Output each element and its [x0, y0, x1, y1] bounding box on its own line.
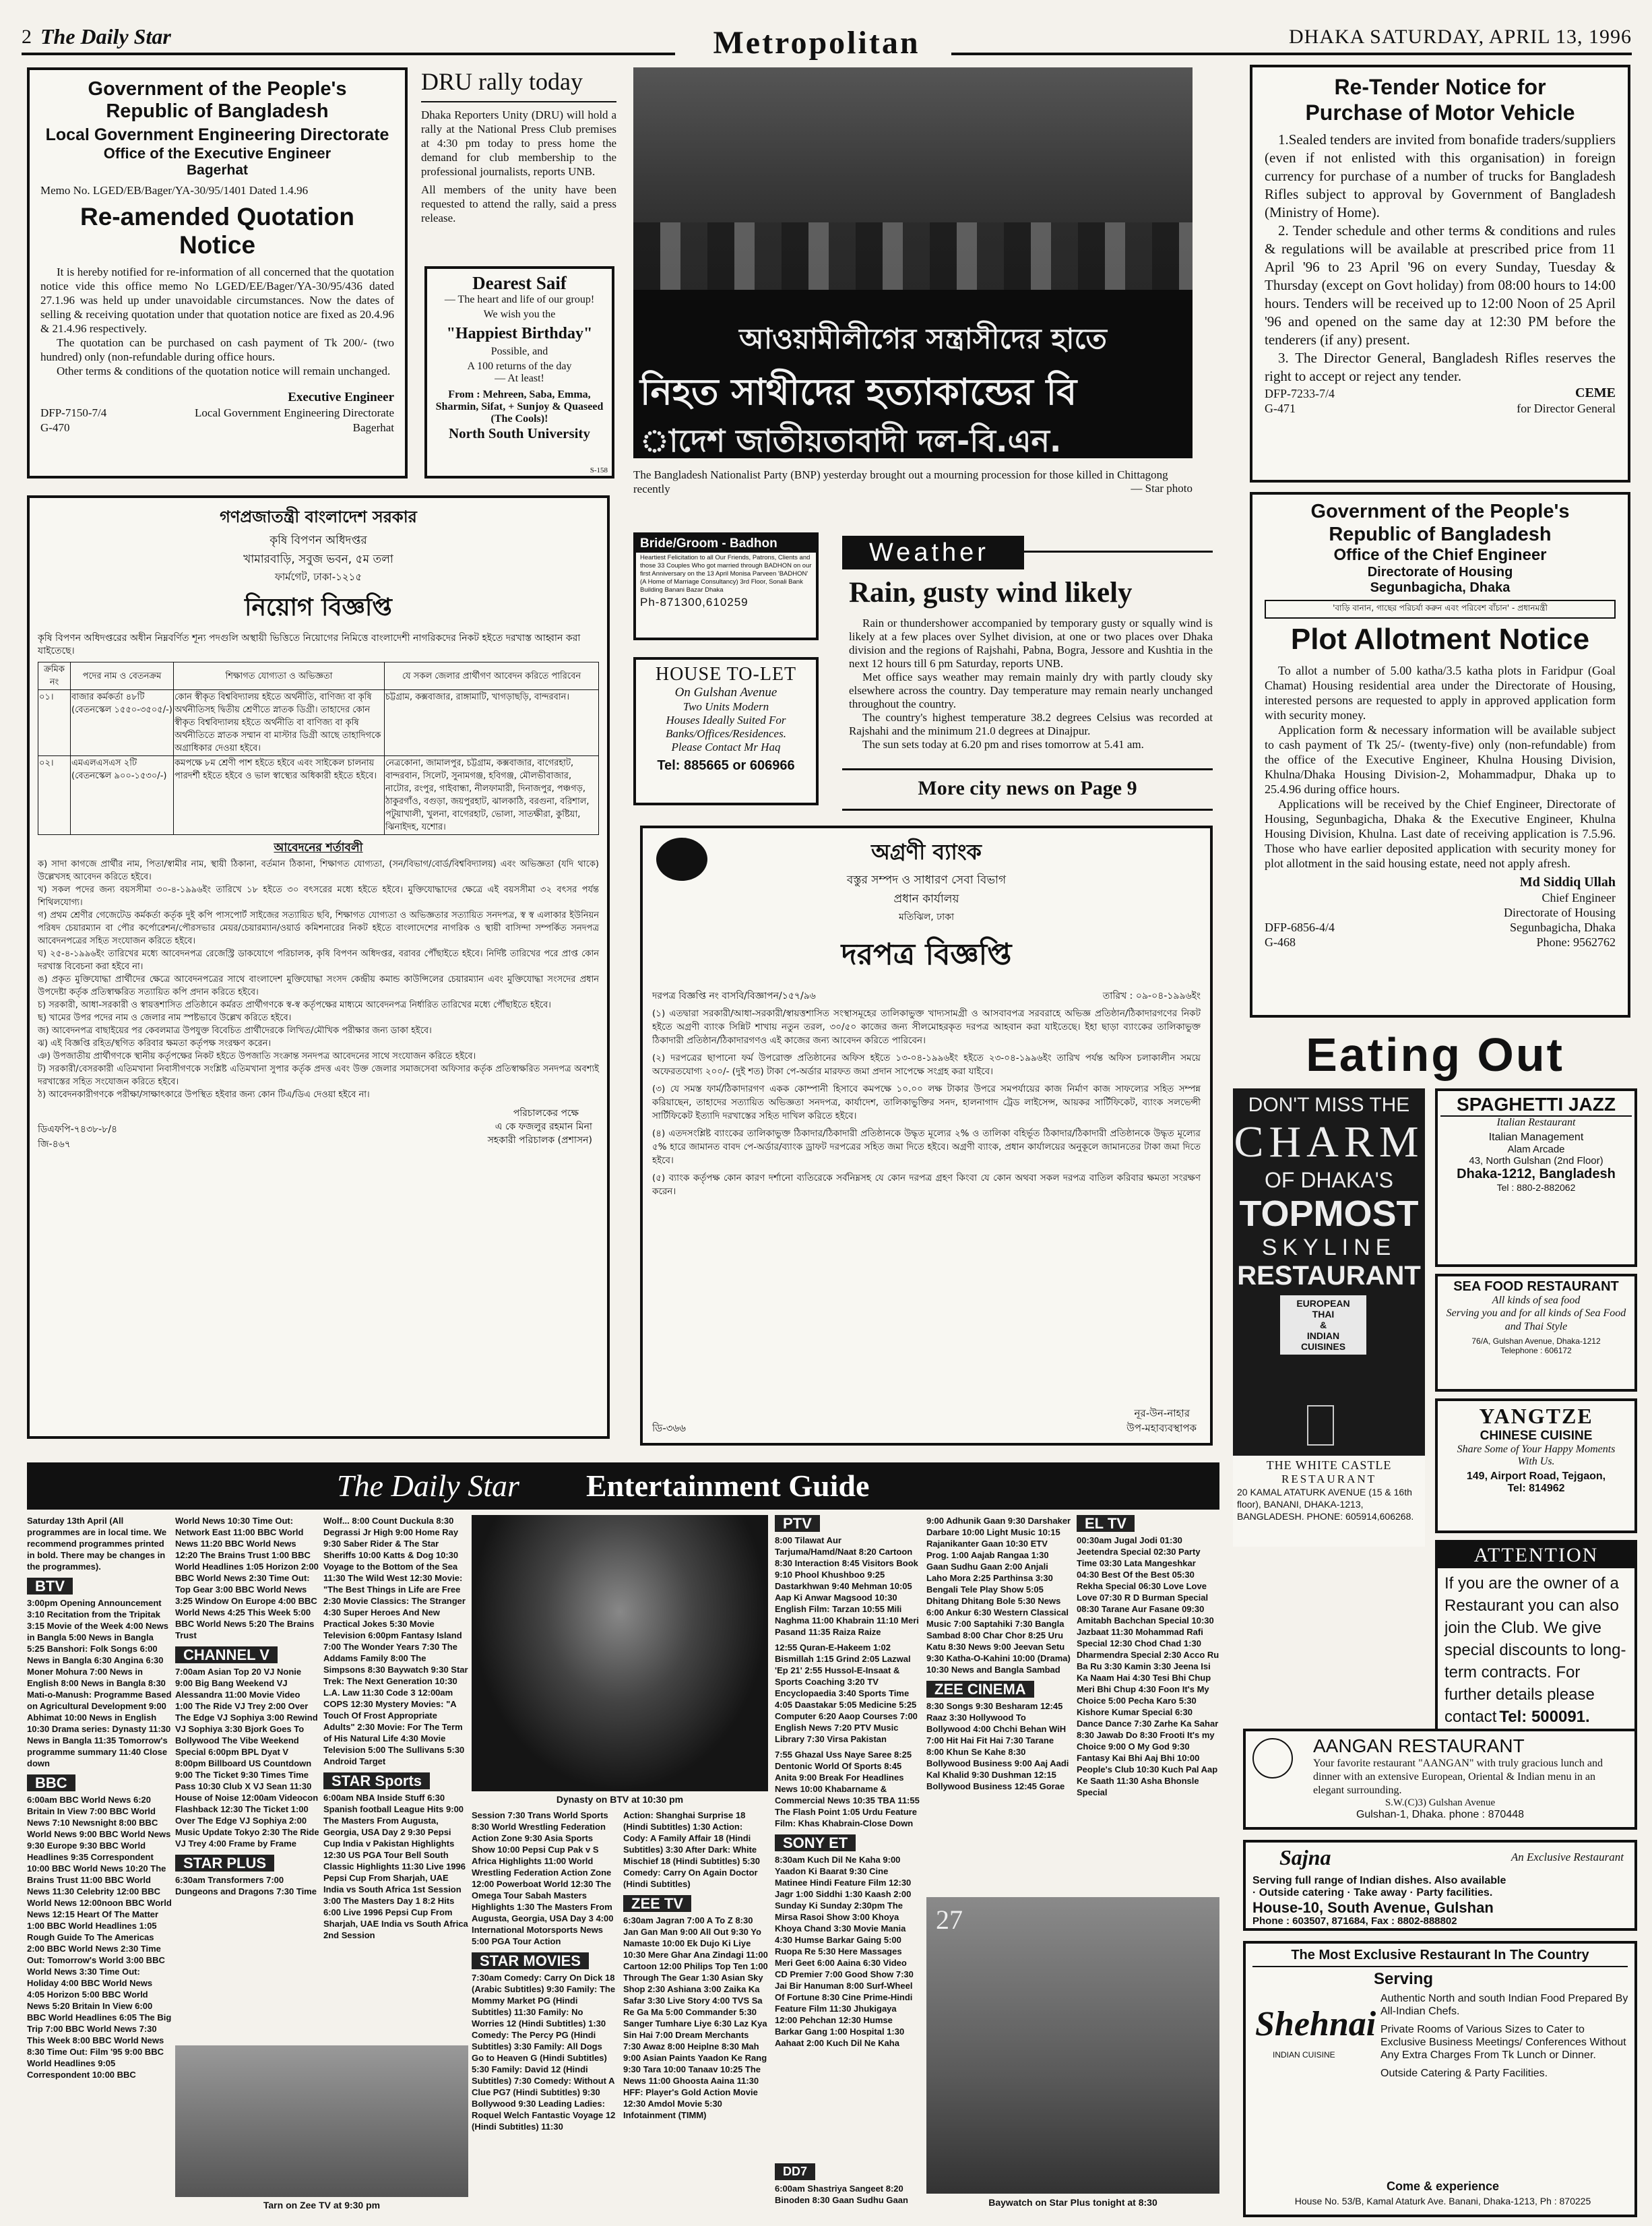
wc-l6: RESTAURANT [1237, 1261, 1421, 1291]
sajna-body2: · Outside catering · Take away · Party facilities. [1252, 1887, 1493, 1898]
agrani-sign-title: উপ-মহাব্যবস্থাপক [1126, 1422, 1197, 1434]
agrani-logo-icon [656, 838, 707, 881]
starsports-schedule: 6:00am NBA Inside Stuff 6:30 Spanish football League Hits 9:00 The Masters From Augusta, Georgia, USA Day 2 9:30 Pepsi Cup India v Pakistan Highlights 12:30 US PGA Tour Bell South Classic Highlights 11:30 Live 1996 Pepsi Cup From Sharjah, UAE India vs South Africa 1st Session 3:00 The Masters Day 1 8:2 Hits 6:00 Live 1996 Pepsi Cup From Sharjah, UAE India vs South Africa 2nd Session [323, 1793, 468, 1940]
agrani-sign-name: নূর-উন-নাহার [1134, 1407, 1190, 1419]
channel-ptv: PTV [775, 1515, 820, 1532]
sea-title: SEA FOOD RESTAURANT [1453, 1279, 1619, 1294]
spaghetti-jazz-ad [1435, 1088, 1637, 1267]
section-title: Metropolitan [713, 25, 920, 61]
retender-title: Re-Tender Notice for Purchase of Motor Vehicle [1305, 75, 1575, 125]
shehnai-come: Come & experience [1386, 2179, 1500, 2193]
agrani-bank: অগ্রণী ব্যাংক [871, 839, 982, 865]
dru-title: DRU rally today [421, 68, 583, 95]
ent-title-star: The Daily Star [337, 1468, 519, 1503]
bn-r2-c4: নেত্রকোনা, জামালপুর, চট্টগ্রাম, কক্সবাজার, বাগেরহাট, বান্দরবান, সিলেট, সুনামগঞ্জ, হবিগঞ্জ, মৌলভীবাজার, নাটোর, রংপুর, গাইবান্ধা, নীলফামারী, দিনাজপুর, পঞ্চগড়, ঠাকুরগাঁও, বগুড়া, জয়পুরহাট, ঝালকাঠি, বরগুনা, বরিশাল, পটুয়াখালী, খুলনা, বাগেরহাট, ভোলা, সাতক্ষীরা, কুষ্টিয়া, ঝিনাইদহ, যশোর। [385, 756, 599, 835]
zee-caption: Tarn on Zee TV at 9:30 pm [263, 2200, 381, 2210]
aangan-body: Your favorite restaurant "AANGAN" with truly gracious lunch and dinner with an extensive European, Oriental & Indian menu in an elegant surrounding. [1313, 1758, 1603, 1796]
banner-line2: নিহত সাথীদের হত্যাকান্ডের বি [640, 371, 1077, 413]
lged-place: Bagerhat [186, 162, 249, 178]
list-item: (৫) ব্যাংক কর্তৃপক্ষ কোন কারণ দর্শানো ব্যতিরেকে সর্বনিম্নসহ যে কোন দরপত্র গ্রহণ কিংবা যে কোন অথবা সকল দরপত্র বাতিল করিবার ক্ষমতা সংরক্ষণ করেন। [652, 1173, 1201, 1197]
starplus-schedule: 6:30am Transformers 7:00 Dungeons and Dragons 7:30 Time [175, 1875, 317, 1896]
wc-l9: & [1319, 1320, 1327, 1330]
lged-sign1: Executive Engineer [288, 390, 394, 404]
baywatch-photo [926, 1897, 1219, 2194]
eating-out-section [1233, 1028, 1637, 2221]
aangan-logo-icon [1252, 1738, 1293, 1779]
retender-p1: 1.Sealed tenders are invited from bonafide traders/suppliers (even if not enlisted with this organisation) in foreign currency for purchase of a number of trucks for Bangladesh Rifles subject to approval by Government of Bangladesh (Ministry of Home). [1265, 131, 1616, 220]
plot-allotment-notice [1250, 492, 1630, 1018]
plot-office: Office of the Chief Engineer [1333, 546, 1547, 564]
list-item: ঠ) আবেদনকারীগণকে পরীক্ষা/সাক্ষাৎকারে উপস্থিত হইবার জন্য কোন টিএ/ডিএ দেওয়া হইবে না। [38, 1090, 370, 1100]
channel-dd7: DD7 [775, 2163, 815, 2180]
lged-notice [27, 67, 408, 478]
weather-article [842, 536, 1213, 815]
plot-g: G-468 [1265, 935, 1296, 949]
sea-food-ad [1435, 1274, 1637, 1392]
bn-r2-c2: এমএলএসএস ২টি (বেতনস্কেল ৯০০-১৫৩০/-) [71, 756, 174, 835]
weather-p1: Rain or thundershower accompanied by temporary gusty or squally wind is likely at a few places over Sylhet division, at one or two places over Dhaka division and the regions of Rajshahi, Pabna, Bogra, Jessore and Kushtia in the next 12 hours till 6 pm Saturday, reports UNB. [849, 617, 1213, 670]
wc-rest: RESTAURANT [1281, 1473, 1377, 1485]
plot-sign-t3: Segunbagicha, Dhaka [1510, 921, 1616, 934]
retender-sign: CEME [1575, 385, 1616, 400]
list-item: জ) আবেদনপত্র বাছাইয়ের পর কেবলমাত্র উপযুক্ত বিবেচিত প্রার্থীদেরকে লিখিত/মৌখিক পরীক্ষার জন্য ডাকা হইবে। [38, 1026, 432, 1036]
spag-sub: Italian Restaurant [1496, 1117, 1576, 1128]
sajna-ad [1243, 1840, 1637, 1931]
bnp-caption-credit: — Star photo [1131, 482, 1193, 495]
wc-l7: EUROPEAN [1296, 1298, 1350, 1309]
channel-starmovies: STAR MOVIES [472, 1952, 589, 1969]
yz-sub: CHINESE CUISINE [1480, 1429, 1593, 1443]
list-item: (৪) এতদসংশ্লিষ্ট ব্যাংকের তালিকাভুক্ত ঠিকাদার/ঠিকাদারী প্রতিষ্ঠানকে উদ্ধৃত মূল্যের ২% ও তালিকা বহির্ভূত ঠিকাদার/ঠিকাদারী প্রতিষ্ঠানকে উদ্ধৃত মূল্যের ৫% হারে জামানত বাবদ পে-অর্ডার/ব্যাংক ড্রাফট দরপত্রের সহিত জমা দিতে হইবে। অগ্রণী ব্যাংক, প্রধান কার্যালয়ের অনুকূলে জামানতের টাকা জমা দিতে হইবে। [652, 1128, 1201, 1166]
plot-gov: Government of the People's Republic of Bangladesh [1310, 501, 1570, 545]
lged-p2: The quotation can be purchased on cash payment of Tk 200/- (two hundred) only (non-refundable during office hours. [40, 336, 394, 363]
list-item: (২) দরপত্রের ছাপানো ফর্ম উপরোক্ত প্রতিষ্ঠানের অফিস হইতে ১৩-০৪-১৯৯৬ইং হইতে ২৩-০৪-১৯৯৬ইং তারিখ পর্যন্ত অফিস চলাকালীন সময়ে অফেরতযোগ্য ২০০/- (দুই শত) টাকা পে-অর্ডার মারফত জমা প্রদান সাপেক্ষে সংগ্রহ করা যাইবে। [652, 1053, 1201, 1077]
lged-sign3: Bagerhat [352, 421, 394, 434]
bn-r1-c3: কোন স্বীকৃত বিশ্ববিদ্যালয় হইতে অর্থনীতি, বাণিজ্য বা কৃষি অর্থনীতিসহ দ্বিতীয় শ্রেণীতে স্নাতক ডিগ্রী। তাহাদের কোন স্বীকৃত বিশ্ববিদ্যালয় হইতে অর্থনীতি বা বাণিজ্য বা কৃষি অর্থনীতিতে স্নাতক সম্মান বা মাস্টার ডিগ্রী আছে তাহাদিগকে অগ্রাধিকার দেওয়া হইবে। [174, 690, 385, 756]
zeecinema-schedule: 8:30 Songs 9:30 Besharam 12:45 Raaz 3:30 Hollywood To Bollywood 4:00 Chchi Behan WiH 7:00 Hit Hai Fit Hai 7:30 Tarane 8:00 Khun Se Kahe 8:30 Bollywood Business 9:00 Aaj Aadi Kal Khalid 9:30 Dushman 12:15 Bollywood Business 12:45 Gorae [926, 1701, 1069, 1791]
shehnai-logo: Shehnai [1255, 2005, 1376, 2043]
bn-th-post: পদের নাম ও বেতনক্রম [71, 662, 174, 690]
spag-tel: Tel : 880-2-882062 [1496, 1182, 1576, 1193]
bn-conditions [38, 858, 599, 1101]
badhon-phone: Ph-871300,610259 [640, 596, 749, 609]
retender-notice [1250, 65, 1630, 483]
wc-l8: THAI [1312, 1309, 1335, 1320]
bn-g: জি-৪৬৭ [38, 1139, 71, 1150]
spag-title: SPAGHETTI JAZZ [1440, 1094, 1632, 1117]
plot-sign-t2: Directorate of Housing [1504, 906, 1616, 919]
agrani-ref: দরপত্র বিজ্ঞপ্তি নং বাসবি/বিজ্ঞাপন/১৫৭/৯৬ [652, 991, 816, 1001]
channel-starplus: STAR PLUS [175, 1855, 274, 1872]
plot-dir: Directorate of Housing [1367, 565, 1513, 580]
retender-dfp: DFP-7233-7/4 [1265, 387, 1335, 400]
retender-p3: 3. The Director General, Bangladesh Rifles reserves the right to accept or reject any tender. [1265, 350, 1616, 384]
ent-title-rest: Entertainment Guide [586, 1468, 870, 1503]
plot-place: Segunbagicha, Dhaka [1370, 580, 1511, 595]
list-item: ঝ) এই বিজ্ঞপ্তি রহিত/স্থগিত করিবার ক্ষমতা কর্তৃপক্ষ সংরক্ষণ করেন। [38, 1039, 272, 1049]
weather-p2: Met office says weather may remain mainly dry with partly cloudy sky elsewhere across the country. Day temperature may remain nearly unchanged throughout the country. [849, 671, 1213, 710]
agrani-tender-notice [640, 826, 1213, 1446]
saif-l2: We wish you the [483, 309, 556, 320]
shehnai-ad [1243, 1941, 1637, 2217]
house-l2: Two Units Modern [682, 700, 769, 713]
agrani-title: দরপত্র বিজ্ঞপ্তি [841, 937, 1012, 972]
saif-l6: — At least! [495, 373, 544, 384]
bn-addr2: ফার্মগেট, ঢাকা-১২১৫ [274, 571, 362, 583]
bbc2-schedule: World News 10:30 Time Out: Network East 11:00 BBC World News 11:20 BBC World News 12:20 The Brains Trust 1:00 BBC World Headlines 1:05 Horizon 2:00 BBC World News 2:30 Time Out: Top Gear 3:00 BBC World News 3:25 Window On Europe 4:00 BBC World News 4:25 This Week 5:00 BBC World News 5:20 The Brains Trust [175, 1516, 319, 1640]
weather-headline: Rain, gusty wind likely [849, 577, 1133, 609]
att-tel: Tel: 500091. [1499, 1708, 1590, 1726]
eltv-schedule: 00:30am Jugal Jodi 01:30 Jeetendra Special 02:30 Party Time 03:30 Lata Mangeshkar 04:30 Best Of the Best 05:30 Rekha Special 06:30 Love Love Love 07:30 R D Burman Special 08:30 Tarane Aur Fasane 09:30 Amitabh Bachchan Special 10:30 Jazbaat 11:30 Mohammad Rafi Special 12:30 Chod Chad 1:30 Dharmendra Special 2:30 Acco Ru Ba Ru 3:30 Kamin 3:30 Jeena Isi Ka Naam Hai 4:30 Tesi Bhi Chup Meri Bhi Chup 4:30 Foon It's My Choice 5:00 Pecha Karo 5:30 Kishore Kumar Special 6:30 Dance Dance 7:30 Zarhe Ka Sahar 8:30 Jawab Do 8:30 Frooti It's my Choice 9:00 O My God 9:30 Fantasy Kai Bhi Aaj Bhi 10:00 People's Club 10:30 Kuch Pal Aap Ke Saath 11:30 Asha Bhonsle Special [1077, 1535, 1219, 1797]
ent-col-2 [175, 1515, 320, 2041]
baywatch-photo-number: 27 [936, 1905, 963, 1935]
bnp-caption [633, 468, 1193, 497]
bn-sign-role: পরিচালকের পক্ষে [513, 1108, 579, 1119]
banner-line1: আওয়ামীলীগের সন্ত্রাসীদের হাতে [739, 322, 1107, 355]
lged-dept: Local Government Engineering Directorate [45, 125, 389, 144]
plot-p3: Applications will be received by the Chief Engineer, Directorate of Housing, Segunbagicha, Dhaka & the Executive Engineer, Khulna Housing Division, Khulna. Last date of receiving application is 7.5.96. Those who have earlier deposited application with security money for plot allotment in the said housing estate, need not apply afresh. [1265, 797, 1616, 870]
list-item: খ) সকল পদের জন্য বয়সসীমা ৩০-৪-১৯৯৬ইং তারিখে ১৮ হইতে ৩০ বৎসরের মধ্যে হইতে হইবে। মুক্তিযোদ্ধাদের ক্ষেত্রে এই বয়সসীমা ৩২ বৎসর পর্যন্ত শিথিলযোগ্য। [38, 885, 599, 908]
channel-zeecinema: ZEE CINEMA [926, 1681, 1034, 1698]
house-to-let-ad [633, 657, 819, 805]
bn-th-qual: শিক্ষাগত যোগ্যতা ও অভিজ্ঞতা [174, 662, 385, 690]
badhon-ad [633, 532, 819, 640]
badhon-title: Bride/Groom - Badhon [636, 535, 816, 553]
col3-schedule: Wolf... 8:00 Count Duckula 8:30 Degrassi Jr High 9:00 Home Ray 9:30 Saber Rider & The Star Sheriffs 10:00 Katts & Dog 10:30 Voyage to the Bottom of the Sea 11:30 The Wild West 12:30 Movie: "The Best Things in Life are Free 2:30 Movie Classics: The Stranger 4:30 Super Heroes And New Practical Jokes 5:30 Movie Television 6:00pm Fantasy Island 7:00 The Wonder Years 7:30 The Addams Family 8:00 The Simpsons 8:30 Baywatch 9:30 Star Trek: The Next Generation 10:30 L.A. Law 11:30 Code 3 12:00am COPS 12:30 Mystery Movies: "A Touch Of Frost Appropriate Adults" 2:30 Movie: For The Term of His Natural Life 4:30 Movie Television 5:00 The Sullivans 5:30 Android Target [323, 1516, 468, 1766]
channel-btv: BTV [27, 1578, 73, 1595]
dd7-block [775, 2163, 920, 2217]
dru-p2: All members of the unity have been requested to attend the rally, said a press release. [421, 183, 616, 224]
yz-addr: 149, Airport Road, Tejgaon, [1466, 1471, 1606, 1482]
ent-intro: Saturday 13th April (All programmes are in local time. We recommend programmes printed in bold. There may be changes in the programmes). [27, 1516, 167, 1572]
spag-l1: Italian Management [1488, 1132, 1584, 1143]
wc-addr: 20 KAMAL ATATURK AVENUE (15 & 16th floor), BANANI, DHAKA-1213, BANGLADESH. PHONE: 605914,606268. [1237, 1487, 1414, 1522]
bn-sign-name: এ কে ফজলুর রহমান মিনা [495, 1121, 592, 1132]
spag-l2: Alam Arcade [1507, 1144, 1565, 1155]
list-item: ঙ) প্রকৃত মুক্তিযোদ্ধা প্রার্থীদের ক্ষেত্রে আবেদনপত্রের সাথে বাংলাদেশ মুক্তিযোদ্ধা সংসদ কেন্দ্রীয় কমান্ড কাউন্সিলের চেয়ারম্যান এবং মুক্তিযোদ্ধা সংসদের প্রধান উপদেষ্টা কর্তৃক প্রতিস্বাক্ষরিত সত্যায়িত কপি প্রদান করিতে হইবে। [38, 975, 599, 997]
saif-l3: "Happiest Birthday" [446, 325, 593, 342]
bengali-recruitment-notice [27, 495, 610, 1439]
masthead [22, 20, 1632, 62]
bn-r2-c3: কমপক্ষে ৮ম শ্রেণী পাশ হইতে হইবে এবং সাইকেল চালনায় পারদর্শী হইতে হইবে ও ভাল স্বাস্থ্যের অধিকারী হইতে হইবে। [174, 756, 385, 835]
white-castle-ad [1233, 1088, 1425, 1547]
dd7-schedule: 6:00am Shastriya Sangeet 8:20 Binoden 8:30 Gaan Sudhu Gaan [775, 2184, 908, 2205]
list-item: ছ) খামের উপর পদের নাম ও জেলার নাম স্পষ্টভাবে উল্লেখ করিতে হইবে। [38, 1013, 292, 1023]
list-item: (১) এতদ্বারা সরকারী/আধা-সরকারী/স্বায়ত্তশাসিত সংস্থাসমূহের তালিকাভুক্ত খাদ্যসামগ্রী ও আসবাবপত্র সরবরাহে অভিজ্ঞ প্রতিষ্ঠান/ঠিকাদারগণের নিকট হইতে অগ্রণী ব্যাংক সিন্নিট শাখায় নতুন তরল, ৩০/৫০ কাজের জন্য সীলমোহরকৃত দরপত্র আহবান করা যাইতেছে। ইহা ছাড়া ব্যাংকের তালিকাভুক্ত ঠিকাদারী প্রতিষ্ঠান/ঠিকাদারগণও এই কাজের জন্য আবেদন করিতে পারিবেন। [652, 1008, 1201, 1046]
baywatch-caption: Baywatch on Star Plus tonight at 8:30 [988, 2197, 1157, 2208]
yz-l1: Share Some of Your Happy Moments With Us. [1457, 1444, 1616, 1467]
bn-r1-c2: বাজার কর্মকর্তা ৪৮টি (বেতনস্কেল ১৫৫০-৩৫০৫/-) [71, 690, 174, 756]
agrani-code: ডি-৩৬৬ [652, 1422, 687, 1434]
shehnai-cuisine: INDIAN CUISINE [1273, 2050, 1335, 2060]
plot-slogan: 'বাড়ি বানান, গাছের পরিচর্যা করুন এবং পরিবেশ বাঁচান' - প্রধানমন্ত্রী [1265, 600, 1616, 619]
ptv2-schedule: 12:55 Quran-E-Hakeem 1:02 Bismillah 1:15 Grind 2:05 Lazwal 'Ep 21' 2:55 Hussol-E-Insaat & Sports Coaching 3:20 TV Encyclopaedia 3:40 Sports Time 4:05 Daastakar 5:05 Medicine 5:25 Computer 6:20 Aaop Courses 7:00 English News 7:20 PTV Music Library 7:30 Virsa Pakistan [775, 1642, 918, 1744]
house-l5: Please Contact Mr Haq [671, 741, 781, 753]
plot-dfp: DFP-6856-4/4 [1265, 921, 1335, 934]
plot-phone: Phone: 9562762 [1536, 935, 1616, 949]
shehnai-head: The Most Exclusive Restaurant In The Country [1252, 1948, 1628, 1967]
channel-sony: SONY ET [775, 1834, 856, 1851]
wc-l10: INDIAN [1306, 1330, 1340, 1341]
col4b-schedule: Session 7:30 Trans World Sports 8:30 World Wrestling Federation Action Zone 9:30 Asia Sports Show 10:00 Pepsi Cup Pak v S Africa Highlights 11:00 World Wrestling Federation Action Zone 12:00 Powerboat World 12:30 The Omega Tour Sabah Masters Highlights 1:30 The Masters From Augusta, Georgia, USA Day 3 4:00 International Motorsports News 5:00 PGA Tour Action [472, 1810, 614, 1946]
lged-p3: Other terms & conditions of the quotation notice will remain unchanged. [57, 365, 391, 377]
lged-gov: Government of the People's Republic of Bangladesh [88, 78, 347, 122]
yz-tel: Tel: 814962 [1507, 1483, 1565, 1494]
badhon-body: Heartiest Felicitation to all Our Friends, Patrons, Clients and those 33 Couples Who got married through BADHON on our first Anniversary on the 13 April Monisa Parveen 'BADHON' (A Home of Marriage Consultancy) 3rd Floor, Sonali Bank Building Banani Bazar Dhaka [640, 554, 812, 594]
col6a-schedule: 9:00 Adhunik Gaan 9:30 Darshaker Darbare 10:00 Light Music 10:15 Rajanikanter Gaan 10:30 ETV Prog. 1:00 Aajab Rangaa 1:30 Gaan Sudhu Gaan 2:00 Anjali Laho Mora 2:25 Parthinsa 3:30 Bengali Tele Play Show 5:05 Dhitang Dhitang Bole 5:30 News 6:00 Ankur 6:30 Western Classical Music 7:00 Saptahiki 7:30 Bangla Sambad 8:00 Char Chor 8:25 Uru Katu 8:30 News 9:00 Jeevan Setu 9:30 Katha-O-Kahini 10:00 (Drama) 10:30 News and Bangla Sambad [926, 1516, 1071, 1675]
house-tel: Tel: 885665 or 606966 [657, 758, 795, 773]
bn-intro: কৃষি বিপণন অধিদপ্তরের অধীন নিম্নবর্ণিত শূন্য পদগুলি অস্থায়ী ভিত্তিতে নিয়োগের নিমিত্তে বাংলাদেশী নাগরিকদের নিকট হইতে দরখাস্ত আহ্বান করা যাইতেছে। [38, 633, 581, 656]
house-title: HOUSE TO-LET [655, 664, 797, 685]
channel-bbc: BBC [27, 1774, 75, 1791]
bn-th-serial: ক্রমিক নং [38, 662, 71, 690]
sea-tel: Telephone : 606172 [1500, 1346, 1572, 1355]
saif-title: Dearest Saif [472, 273, 567, 293]
aangan-addr2: Gulshan-1, Dhaka. phone : 870448 [1356, 1809, 1525, 1820]
list-item: গ) প্রথম শ্রেণীর গেজেটেড কর্মকর্তা কর্তৃক দুই কপি পাসপোর্ট সাইজের সত্যায়িত ছবি, শিক্ষাগত যোগ্যতা ও অভিজ্ঞতার সত্যায়িত সনদপত্র, স্ব স্ব এলাকার ইউনিয়ন পরিষদ চেয়ারম্যান বা পৌর কর্পোরেশন/পৌরসভার মেয়র/চেয়ারম্যান/ওয়ার্ড কমিশনারের নিকট হইতে বাংলাদেশের নাগরিক ও স্থায়ী বাসিন্দা সম্পর্কিত সনদপত্র আবেদনপত্রের সহিত সংযোজন করিতে হইবে। [38, 910, 599, 946]
att-title: ATTENTION [1438, 1543, 1634, 1568]
bn-cond-title: আবেদনের শর্তাবলী [274, 841, 363, 855]
list-item: ঘ) ২৫-৪-১৯৯৬ইং তারিখের মধ্যে আবেদনপত্র রেজেস্ট্রি ডাকযোগে পরিচালক, কৃষি বিপণন অধিদপ্তর, বরাবর পৌঁছাইতে হইবে। নির্দিষ্ট তারিখের পরে প্রাপ্ত কোন দরখাস্ত বিবেচনা করা হইবে না। [38, 949, 599, 972]
yangtze-ad [1435, 1398, 1637, 1533]
starmovies-schedule: 7:30am Comedy: Carry On Dick 18 (Arabic Subtitles) 9:30 Family: The Mommy Market PG (Hindi Subtitles) 11:30 Family: No Worries 12 (Hindi Subtitles) 1:30 Comedy: The Percy PG (Hindi Subtitles) 3:30 Family: All Dogs Go to Heaven G (Hindi Subtitles) 5:30 Family: David 12 (Hindi Subtitles) 7:30 Comedy: Without A Clue PG7 (Hindi Subtitles) 9:30 Bollywood 9:30 Leading Ladies: Roquel Welch Fantastic Voyage 12 (Hindi Subtitles) 11:30 [472, 1973, 616, 2132]
aangan-title: AANGAN RESTAURANT [1313, 1735, 1525, 1756]
channel-zeetv: ZEE TV [623, 1895, 691, 1912]
plot-sign-name: Md Siddiq Ullah [1519, 875, 1616, 890]
ent-col-4 [472, 1810, 616, 2214]
bn-dept: কৃষি বিপণন অধিদপ্তর [269, 534, 367, 547]
ent-col-1 [27, 1515, 172, 2216]
bn-addr: খামারবাড়ি, সবুজ ভবন, ৫ম তলা [243, 553, 393, 566]
masthead-rule-left [22, 53, 675, 55]
ptv3-schedule: 7:55 Ghazal Uss Naye Saree 8:25 Dentonic World Of Sports 8:45 Anita 9:00 Break For Headlines News 10:00 Khabarname & Commercial News 10:35 TBA 11:55 The Flash Point 1:05 Urdu Feature Film: Khas Khabrain-Close Down [775, 1750, 920, 1828]
saif-l7: From : Mehreen, Saba, Emma, Sharmin, Sifat, + Sunjoy & Quaseed (The Cools)! [435, 389, 604, 425]
bn-r2-c1: ০২। [38, 756, 71, 835]
zeetv-schedule: 6:30am Jagran 7:00 A To Z 8:30 Jan Gan Man 9:00 All Out 9:30 Yo Namaste 10:00 Ek Dujo Ki Liye 10:30 Mere Ghar Ana Zindagi 11:00 Cartoon 12:00 Philips Top Ten 1:00 Through The Gear 1:30 Asian Sky Shop 2:30 Ashiana 3:00 Zaika Ka Safar 3:30 Live Story 4:00 TVS Sa Re Ga Ma 5:00 Commander 5:30 Sanger Tumhare Liye 6:30 Laz Kya Sin Hai 7:00 Dream Merchants 7:30 Awaz 8:00 Heiplne 8:30 Mah 9:00 Asian Paints Yaadon Ke Rang 9:30 Tara 10:00 Tanaav 10:25 The News 11:00 Ghoosta Aaina 11:30 HFF: Player's Gold Action Movie 12:30 Amdol Movie 5:30 Infotainment (TIMM) [623, 1915, 768, 2120]
sony-schedule: 8:30am Kuch Dil Ne Kaha 9:00 Yaadon Ki Baarat 9:30 Cine Matinee Hindi Feature Film 12:30 Jagr 1:00 Siddhi 1:30 Kaash 2:00 Sunday Ki Sunday 2:30pm The Mirsa Rasoi Show 3:00 Khoya Khoya Chand 3:30 Movie Mania 4:30 Humse Barkar Gaing 5:00 Ruopa Re 5:30 Here Massages Meri Geet 6:00 Aaina 6:30 Video CD Premier 7:00 Good Show 7:30 Jai Bir Hanuman 8:00 Surf-Wheel Of Fortune 8:30 Cine Prime-Hindi Feature Film 11:30 Jhukigaya 12:00 Pehchan 12:30 Humse Barkar Gang 1:00 Hospital 1:30 Aahaat 2:00 Kuch Dil Ne Kaha [775, 1855, 914, 2048]
list-item: (৩) যে সমস্ত ফার্ম/ঠিকাদারগণ একক কোম্পানী হিসাবে কমপক্ষে ১০.০০ লক্ষ টাকার উপরে সমপর্যায়ের কাজ নির্মাণ কাজ সাফল্যের সহিত সম্পন্ন করিয়াছেন, তাহাদের সত্যায়িত অভিজ্ঞতা সনদপত্র, কার্যাদেশ, তালিকাভুক্তির সনদ, হালনাগাদ ট্রেড লাইসেন্স, আয়কর সার্টিফিকেট, ব্যাংক সলভেন্সী সার্টিফিকেট ইত্যাদি দরখাস্তের সহিত দাখিল করিতে হইবে। [652, 1084, 1201, 1121]
masthead-rule-right [951, 53, 1632, 55]
shehnai-serving: Serving [1374, 1970, 1434, 1988]
spag-l3: 43, North Gulshan (2nd Floor) [1469, 1155, 1603, 1167]
bn-title: নিয়োগ বিজ্ঞপ্তি [245, 594, 392, 621]
agrani-office: প্রধান কার্যালয় [893, 892, 959, 906]
bnp-caption-text: The Bangladesh Nationalist Party (BNP) yesterday brought out a mourning procession for those killed in Chittagong recently [633, 468, 1168, 495]
wc-l5: SKYLINE [1261, 1235, 1397, 1260]
agrani-items [652, 1007, 1201, 1198]
bn-gov: গণপ্রজাতন্ত্রী বাংলাদেশ সরকার [220, 507, 417, 526]
lged-p1: It is hereby notified for re-information of all concerned that the quotation notice vide this office memo No LGED/EE/Bager/YA-30/95/436 dated 27.1.96 was held up under unavoidable circumstances. Now the dates of selling & receiving quotation under that quotation notice are fixed as 20.4.96 & 21.4.96 respectively. [40, 266, 394, 335]
house-l3: Houses Ideally Suited For [666, 714, 786, 726]
ent-col-3 [323, 1515, 468, 2041]
wc-l1: DON'T MISS THE [1248, 1094, 1410, 1116]
house-l4: Banks/Offices/Residences. [666, 727, 786, 740]
eating-out-title: Eating Out [1306, 1028, 1564, 1081]
agrani-place: মতিঝিল, ঢাকা [898, 912, 955, 923]
wc-name: THE WHITE CASTLE [1266, 1458, 1392, 1472]
bn-r1-c1: ০১। [38, 690, 71, 756]
bn-dfp: ডিএফপি-৭৪৩৮-৮/৪ [38, 1124, 118, 1135]
lged-dfp: DFP-7150-7/4 [40, 406, 107, 419]
channelv-schedule: 7:00am Asian Top 20 VJ Nonie 9:00 Big Bang Weekend VJ Alessandra 11:00 Movie Video 1:00 The Ride VJ Trey 2:00 Over The Edge VJ Sophiya 3:00 Rewind VJ Sophiya 3:30 Bjork Goes To Bollywood The Vibe Weekend Special 6:00pm BPL Dyat V 8:00pm Billboard US Countdown 9:00 The Ticket 9:30 Times Time Pass 10:30 Club X VJ Sean 11:30 House of Noise 12:00am Videocon Flashback 12:30 The Ticket 1:00 Over The Edge VJ Sophiya 2:00 Music Update Tokyo 2:30 The Ride VJ Trey 4:00 Frame by Frame [175, 1667, 319, 1849]
list-item: ঞ) উপজাতীয় প্রার্থীগণকে স্থানীয় কর্তৃপক্ষের নিকট হইতে উপজাতি সংক্রান্ত সনদপত্র আবেদনের সাথে সংযোজন করিতে হইবে। [38, 1051, 476, 1061]
wc-l2: CHARM [1234, 1117, 1424, 1167]
bn-r1-c4: চট্টগ্রাম, কক্সবাজার, রাঙ্গামাটি, খাগড়াছড়ি, বান্দরবান। [385, 690, 599, 756]
house-l1: On Gulshan Avenue [674, 685, 777, 700]
dru-p1: Dhaka Reporters Unity (DRU) will hold a rally at the National Press Club premises at 4:30 pm today to press home the demand for club membership to the professional journalists, reports UNB. [421, 109, 616, 178]
sajna-tag: An Exclusive Restaurant [1511, 1851, 1624, 1863]
lged-title: Re-amended Quotation Notice [80, 203, 355, 259]
channel-starsports: STAR Sports [323, 1772, 430, 1789]
dynasty-photo [472, 1515, 768, 1791]
retender-p2: 2. Tender schedule and other terms & conditions and rules & regulations will be available at prescribed price from 11 April '96 to 23 April '96 on every Sunday, Tuesday & Thursday (except on Govt holiday) from 08:00 hours to 14:00 hours. Tenders will be received up to 12:00 Noon of 25 April '96 and opened on the same day at 12:30 PM before the tenderers (if any) present. [1265, 222, 1616, 348]
lged-office: Office of the Executive Engineer [103, 145, 331, 162]
wc-l11: CUISINES [1300, 1341, 1346, 1352]
castle-icon [1307, 1405, 1334, 1446]
lged-g: G-470 [40, 421, 70, 434]
att-body: If you are the owner of a Restaurant you can also join the Club. We give special discounts to long-term contracts. For further details please contact [1444, 1574, 1626, 1726]
saif-l1: — The heart and life of our group! [444, 294, 595, 305]
list-item: চ) সরকারী, আধা-সরকারী ও স্বায়ত্তশাসিত প্রতিষ্ঠানে কর্মরত প্রার্থীগণকে স্ব-স্ব কর্তৃপক্ষের মাধ্যমে আবেদনপত্র নির্ধারিত তারিখের মধ্যে পৌঁছাইতে হইবে। [38, 1000, 551, 1010]
saif-code: S-158 [590, 466, 608, 474]
aangan-addr: S.W.(C)3) Gulshan Avenue [1385, 1797, 1496, 1808]
lged-memo: Memo No. LGED/EB/Bager/YA-30/95/1401 Dated 1.4.96 [40, 184, 309, 197]
list-item: ক) সাদা কাগজে প্রার্থীর নাম, পিতা/স্বামীর নাম, স্থায়ী ঠিকানা, বর্তমান ঠিকানা, শিক্ষাগত যোগ্যতা, (সন/বিভাগ/বোর্ড/বিশ্ববিদ্যালয়) এবং অভিজ্ঞতা (যদি থাকে) উল্লেখসহ আবেদন করিতে হইবে। [38, 859, 599, 882]
sea-l1: All kinds of sea food [1492, 1295, 1581, 1306]
ent-col-5 [623, 1810, 768, 2214]
sea-addr: 76/A, Gulshan Avenue, Dhaka-1212 [1471, 1336, 1601, 1346]
list-item: ট) সরকারী/বেসরকারী এতিমখানা নিবাসীগণকে সংশ্লিষ্ট এতিমখানা সুপার কর্তৃক প্রদত্ত এবং উক্ত জেলার সমাজসেবা অফিসার কর্তৃক প্রতিস্বাক্ষরিত সনদপত্র অবশ্যই দরখাস্তের সহিত সংযোজন করিতে হইবে। [38, 1064, 599, 1087]
bn-sign-title: সহকারী পরিচালক (প্রশাসন) [487, 1135, 592, 1146]
sajna-addr: House-10, South Avenue, Gulshan [1252, 1899, 1494, 1916]
saif-ad [424, 266, 614, 478]
weather-label-bar [842, 536, 1024, 569]
sajna-phone: Phone : 603507, 871684, Fax : 8802-888802 [1252, 1915, 1457, 1927]
plot-p1: To allot a number of 5.00 katha/3.5 katha plots in Faridpur (Goal Chamat) Housing residential area under the Directorate of Housing, interested persons are requested to apply in approved application form with security money. [1265, 664, 1616, 722]
col5a-schedule: Action: Shanghai Surprise 18 (Hindi Subtitles) 1:30 Action: Cody: A Family Affair 18 (Hindi Subtitles) 3:30 After Dark: White Mischief 18 (Hindi Subtitles) 5:30 Comedy: Carry On Again Doctor (Hindi Subtitles) [623, 1810, 760, 1889]
plot-sign-t1: Chief Engineer [1542, 891, 1616, 904]
saif-l4: Possible, and [490, 346, 548, 357]
banner-line3: াদেশ জাতীয়তাবাদী দল-বি.এন. [640, 423, 1062, 458]
weather-more-link[interactable]: More city news on Page 9 [918, 777, 1137, 799]
dru-article [421, 67, 616, 256]
bn-th-dist: যে সকল জেলার প্রার্থীগণ আবেদন করিতে পারিবেন [385, 662, 599, 690]
sea-l2: Serving you and for all kinds of Sea Food and Thai Style [1446, 1307, 1626, 1332]
weather-label: Weather [869, 538, 989, 567]
weather-p4: The sun sets today at 6.20 pm and rises tomorrow at 5.41 am. [862, 738, 1144, 751]
bn-table [38, 662, 599, 835]
retender-g: G-471 [1265, 402, 1296, 415]
table-row [38, 756, 599, 835]
page-number: 2 [22, 26, 32, 48]
plot-p2: Application form & necessary information will be available subject to cash payment of Tk 25/- (twenty-five) only (non-refundable) from the office of the Executive Engineer, Khulna Housing Division, Khulna/Dhaka Housing Division-2, Mohammadpur, Dhaka up to 25.4.96 during office hours. [1265, 723, 1616, 796]
ent-guide-header [27, 1462, 1219, 1510]
wc-l4: TOPMOST [1239, 1194, 1419, 1234]
shehnai-b2: Private Rooms of Various Sizes to Cater to Exclusive Business Meetings/ Conferences Without Any Extra Charges From Tk Lunch or Dinner. [1380, 2024, 1626, 2061]
ent-col-7 [926, 1515, 1071, 1892]
sajna-body: Serving full range of Indian dishes. Also available [1252, 1875, 1506, 1886]
saif-l8: North South University [448, 425, 590, 441]
sajna-logo: Sajna [1279, 1845, 1331, 1869]
zee-photo [175, 2045, 468, 2197]
aangan-ad [1243, 1729, 1637, 1830]
wc-l3: OF DHAKA'S [1264, 1168, 1394, 1192]
ptv-schedule: 8:00 Tilawat Aur Tarjuma/Hamd/Naat 8:20 Cartoon 8:30 Interaction 8:45 Visitors Book 9:10 Phool Khushboo 9:25 Dastarkhwan 9:40 Mehman 10:05 Aap Ki Anwar Magsood 10:30 English Film: Tarzan 10:55 Mili Naghma 11:00 Khabrain 11:10 Meri Pasand 11:35 Raiza Raize [775, 1535, 919, 1637]
channel-eltv: EL TV [1077, 1515, 1135, 1532]
channel-channelv: CHANNEL V [175, 1646, 278, 1663]
btv-schedule: 3:00pm Opening Announcement 3:10 Recitation from the Tripitak 3:15 Movie of the Week 4:00 News in Bangla 5:00 News in Bangla 5:25 Banshori: Folk Songs 6:00 News in Bangla 6:30 Angina 6:30 Moner Mohura 7:00 News in English 8:00 News in Bangla 8:30 Mati-o-Manush: Programme Based on Agricultural Development 9:00 Abhimat 10:00 News in English 10:30 Drama series: Dynasty 11:30 News in Bangla 11:35 Tomorrow's programme summary 11:40 Close down [27, 1598, 172, 1768]
dynasty-caption: Dynasty on BTV at 10:30 pm [556, 1794, 684, 1805]
spag-l4: Dhaka-1212, Bangladesh [1457, 1167, 1616, 1181]
ent-col-8 [1077, 1515, 1219, 1892]
retender-for: for Director General [1517, 402, 1616, 415]
bnp-photo [633, 67, 1193, 458]
saif-l5: A 100 returns of the day [467, 361, 572, 372]
lged-sign2: Local Government Engineering Directorate [195, 406, 394, 419]
dateline: DHAKA SATURDAY, APRIL 13, 1996 [1289, 26, 1632, 48]
shehnai-addr: House No. 53/B, Kamal Ataturk Ave. Banani, Dhaka-1213, Ph : 870225 [1294, 2196, 1591, 2206]
weather-p3: The country's highest temperature 38.2 degrees Celsius was recorded at Rajshahi and the minimum 21.0 degrees at Dinajpur. [849, 711, 1213, 737]
shehnai-b3: Outside Catering & Party Facilities. [1380, 2068, 1548, 2079]
yz-title: YANGTZE [1479, 1404, 1593, 1428]
agrani-div: বস্তুর সম্পদ ও সাধারণ সেবা বিভাগ [846, 873, 1007, 887]
shehnai-b1: Authentic North and south Indian Food Prepared By All-Indian Chefs. [1380, 1993, 1628, 2017]
agrani-date: তারিখ : ০৯-০৪-১৯৯৬ইং [1102, 991, 1201, 1001]
table-row [38, 690, 599, 756]
bbc-schedule: 6:00am BBC World News 6:20 Britain In View 7:00 BBC World News 7:10 Newsnight 8:00 BBC World News 9:00 BBC World News 9:30 Europe 9:30 BBC World Headlines 9:35 Correspondent 10:00 BBC World News 10:20 The Brains Trust 11:00 BBC World News 11:30 Celebrity 12:00 BBC World News 12:00noon BBC World News 12:15 Heart Of The Matter 1:00 BBC World Headlines 1:05 Rough Guide To The Americas 2:00 BBC World News 2:30 Time Out: Tomorrow's World 3:00 BBC World News 3:30 Time Out: Holiday 4:00 BBC World News 4:05 Horizon 5:00 BBC World News 5:20 Britain In View 6:00 BBC World Headlines 6:05 The Big Trip 7:00 BBC World News 7:30 This Week 8:00 BBC World News 8:30 Time Out: Film '95 9:00 BBC World Headlines 9:05 Correspondent 10:00 BBC [27, 1795, 172, 2080]
attention-ad [1435, 1540, 1637, 1739]
paper-name: The Daily Star [40, 24, 171, 49]
ent-col-6 [775, 1515, 920, 2216]
plot-title: Plot Allotment Notice [1290, 623, 1590, 656]
